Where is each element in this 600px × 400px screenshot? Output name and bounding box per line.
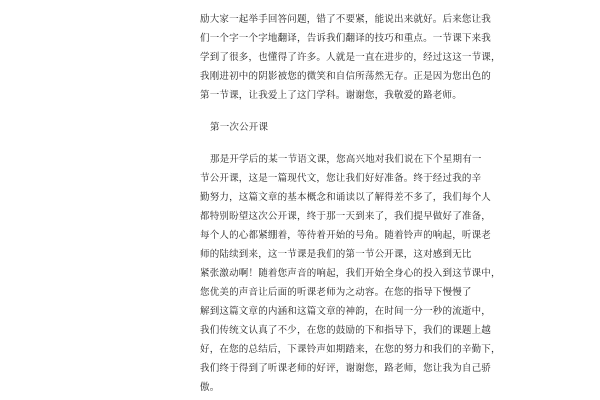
text-line: 第一节课，让我爱上了这门学科。谢谢您，我敬爱的路老师。 [200, 90, 462, 101]
text-line: 那是开学后的某一节语文课，您高兴地对我们说在下个星期有一 [210, 154, 482, 165]
text-line: 傲。 [200, 382, 220, 393]
text-line: 励大家一起举手回答问题，错了不要紧，能说出来就好。后来您让我 [200, 14, 492, 25]
text-line: 我们终于得到了听课老师的好评，谢谢您，路老师，您让我为自己骄 [200, 363, 492, 374]
text-line: 学到了很多，也懂得了许多。人就是一直在进步的，经过这这一节课， [200, 52, 501, 63]
text-line: 们一个字一个字地翻译，告诉我们翻译的技巧和重点。一节课下来我 [200, 33, 492, 44]
paragraph-1 [200, 10, 501, 105]
text-line: 每个人的心都紧绷着，等待着开始的号角。随着铃声的响起，听课老 [200, 230, 492, 241]
section-heading: 第一次公开课 [210, 122, 269, 133]
text-line: 都特别盼望这次公开课，终于那一天到来了，我们提早做好了准备， [200, 211, 492, 222]
text-line: 解到这篇文章的内涵和这篇文章的神韵，在时间一分一秒的流逝中， [200, 306, 492, 317]
paragraph-2 [200, 150, 501, 397]
text-line: 您优美的声音让后面的听课老师为之动容。在您的指导下慢慢了 [200, 287, 472, 298]
text-line: 好，在您的总结后，下课铃声如期踏来，在您的努力和我们的辛勤下， [200, 344, 501, 355]
text-line: 我们传统文认真了不少，在您的鼓励的下和指导下，我们的课题上越 [200, 325, 492, 336]
text-line: 紧张激动啊！随着您声音的响起，我们开始全身心的投入到这节课中， [200, 268, 501, 279]
text-line: 师的陆续到来，这一节课是我们的第一节公开课，这对感到无比 [200, 249, 472, 260]
text-line: 我刚进初中的阴影被您的微笑和自信所荡然无存。正是因为您出色的 [200, 71, 492, 82]
text-line: 勤努力，这篇文章的基本概念和诵读以了解得差不多了，我们每个人 [200, 192, 492, 203]
text-line: 节公开课，这是一篇现代文，您让我们好好准备。终于经过我的辛 [200, 173, 482, 184]
